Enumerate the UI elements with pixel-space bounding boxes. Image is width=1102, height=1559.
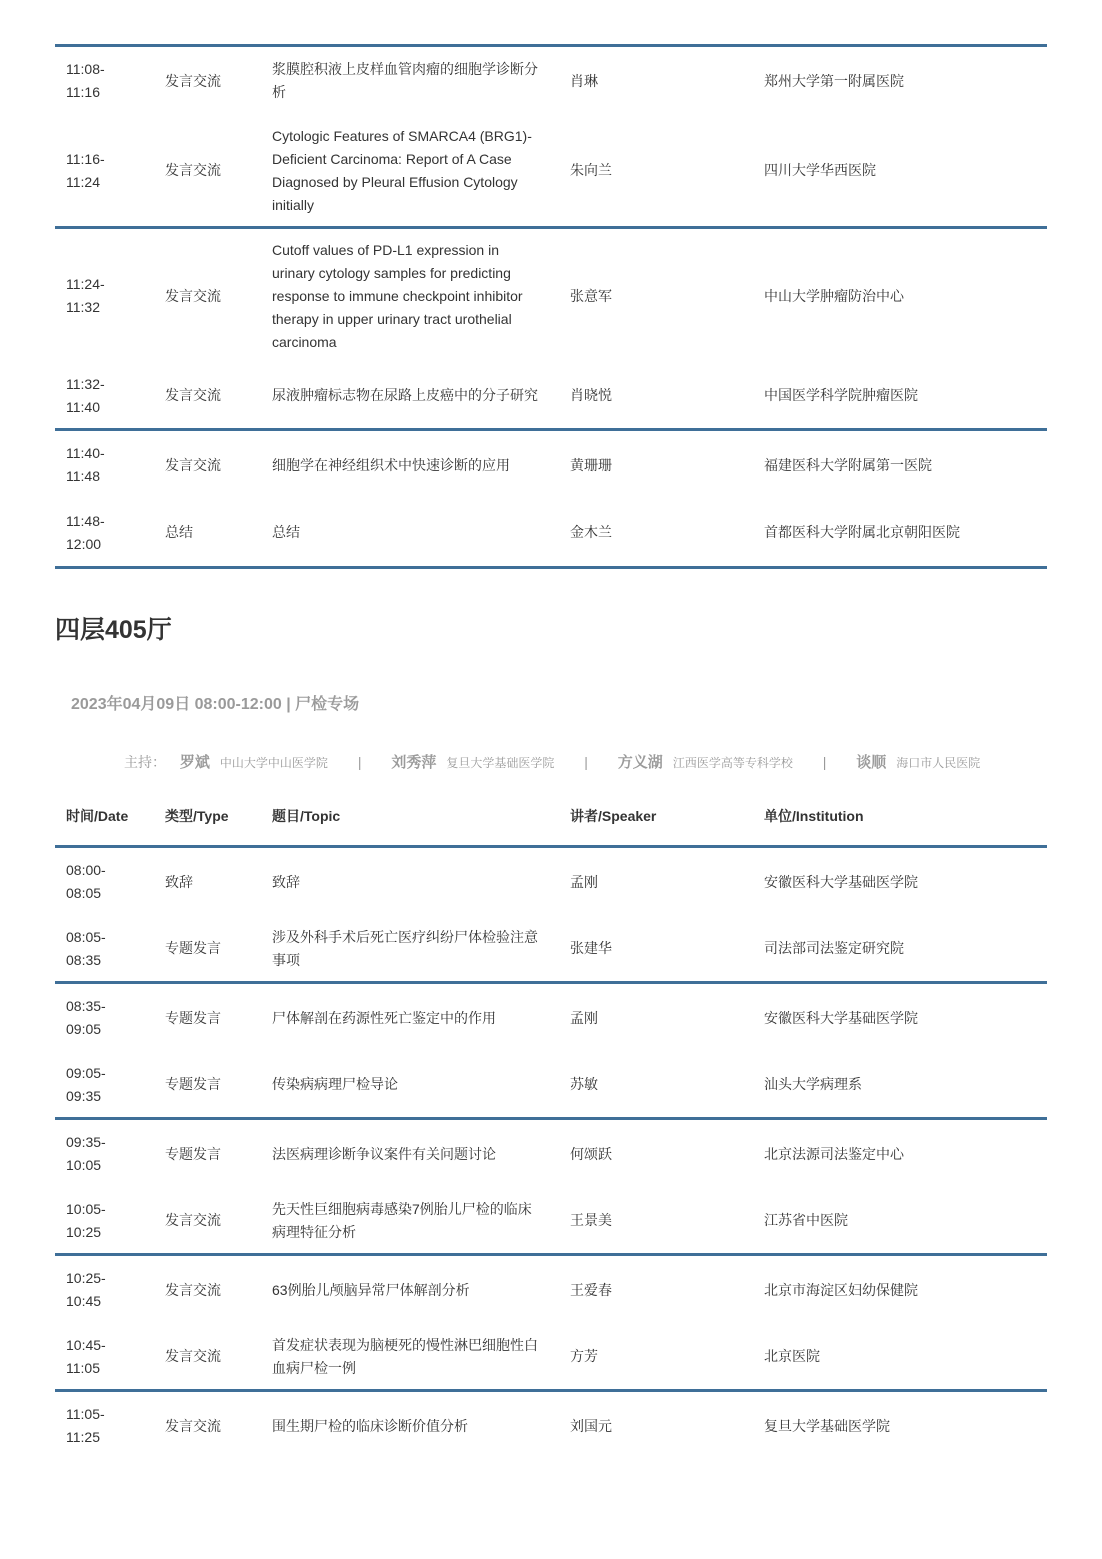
host-org: 中山大学中山医学院 (219, 756, 328, 770)
host-separator: | (357, 754, 362, 770)
speaker-cell: 孟刚 (559, 983, 753, 1053)
type-cell: 发言交流 (154, 46, 261, 116)
topic-cell: 致辞 (261, 847, 559, 917)
table-row (55, 1325, 1047, 1391)
table-row (55, 228, 1047, 364)
table-row (55, 1053, 1047, 1119)
table-row (55, 430, 1047, 500)
institution-cell: 福建医科大学附属第一医院 (753, 430, 1047, 500)
speaker-cell: 张意军 (559, 228, 753, 364)
topic-cell: 浆膜腔积液上皮样血管肉瘤的细胞学诊断分析 (261, 46, 559, 116)
table-row (55, 1255, 1047, 1325)
topic-cell: 法医病理诊断争议案件有关问题讨论 (261, 1119, 559, 1189)
topic-cell: 涉及外科手术后死亡医疗纠纷尸体检验注意事项 (272, 928, 538, 968)
header-topic: 题目/Topic (272, 807, 341, 824)
type-cell: 专题发言 (154, 983, 261, 1053)
type-cell: 发言交流 (154, 1255, 261, 1325)
time-cell: 11:24- 11:32 (55, 228, 154, 364)
institution-cell: 司法部司法鉴定研究院 (764, 940, 904, 957)
institution-cell: 北京市海淀区妇幼保健院 (753, 1255, 1047, 1325)
speaker-cell: 黄珊珊 (559, 430, 753, 500)
topic-cell: 63例胎儿颅脑异常尸体解剖分析 (261, 1255, 559, 1325)
time-cell: 11:32- 11:40 (66, 375, 105, 415)
time-cell: 11:05- 11:25 (55, 1391, 154, 1461)
table-row (55, 116, 1047, 228)
header-date: 时间/Date (66, 807, 129, 824)
institution-cell: 北京医院 (764, 1348, 820, 1365)
type-cell: 发言交流 (165, 1348, 221, 1365)
hosts-label: 主持： (124, 754, 166, 770)
institution-cell: 郑州大学第一附属医院 (753, 46, 1047, 116)
host-org: 复旦大学基础医学院 (446, 756, 555, 770)
hosts-line (124, 750, 980, 775)
schedule-table-continued (55, 44, 1047, 569)
host-org: 海口市人民医院 (896, 756, 981, 770)
topic-cell: 细胞学在神经组织术中快速诊断的应用 (261, 430, 559, 500)
topic-cell: 首发症状表现为脑梗死的慢性淋巴细胞性白血病尸检一例 (272, 1336, 538, 1376)
type-cell: 发言交流 (154, 430, 261, 500)
institution-cell: 中山大学肿瘤防治中心 (753, 228, 1047, 364)
table-row (55, 847, 1047, 917)
time-cell: 08:35- 09:05 (55, 983, 154, 1053)
host-separator: | (822, 754, 827, 770)
host-name: 刘秀萍 (391, 754, 437, 771)
host-name: 方义湖 (617, 754, 663, 771)
institution-cell: 北京法源司法鉴定中心 (753, 1119, 1047, 1189)
speaker-cell: 王爱春 (559, 1255, 753, 1325)
topic-cell: 尸体解剖在药源性死亡鉴定中的作用 (261, 983, 559, 1053)
institution-cell: 汕头大学病理系 (764, 1076, 862, 1093)
table-row (55, 364, 1047, 430)
type-cell: 发言交流 (165, 387, 221, 404)
time-cell: 10:05- 10:25 (66, 1200, 106, 1240)
topic-cell: 总结 (261, 500, 559, 568)
session-info: 2023年04月09日 08:00-12:00 | 尸检专场 (71, 696, 360, 713)
speaker-cell: 刘国元 (559, 1391, 753, 1461)
header-institution: 单位/Institution (764, 807, 864, 824)
topic-cell: 传染病病理尸检导论 (272, 1076, 398, 1093)
time-cell: 11:48- 12:00 (55, 500, 154, 568)
type-cell: 专题发言 (165, 940, 221, 957)
time-cell: 11:08- 11:16 (55, 46, 154, 116)
time-cell: 08:00- 08:05 (55, 847, 154, 917)
institution-cell: 江苏省中医院 (764, 1212, 848, 1229)
institution-cell: 中国医学科学院肿瘤医院 (764, 387, 918, 404)
table-row (55, 917, 1047, 983)
institution-cell: 安徽医科大学基础医学院 (753, 983, 1047, 1053)
topic-cell: Cytologic Features of SMARCA4 (BRG1)-Deficient Carcinoma: Report of A Case Diagnosed by Pleural Effusion Cytology initially (272, 127, 532, 213)
topic-cell: 围生期尸检的临床诊断价值分析 (261, 1391, 559, 1461)
speaker-cell: 金木兰 (559, 500, 753, 568)
host-org: 江西医学高等专科学校 (672, 756, 793, 770)
time-cell: 10:45- 11:05 (66, 1336, 106, 1376)
speaker-cell: 王景美 (570, 1212, 612, 1229)
institution-cell: 四川大学华西医院 (764, 162, 876, 179)
table-row (55, 1391, 1047, 1461)
institution-cell: 首都医科大学附属北京朝阳医院 (753, 500, 1047, 568)
time-cell: 10:25- 10:45 (55, 1255, 154, 1325)
time-cell: 08:05- 08:35 (66, 928, 106, 968)
time-cell: 11:16- 11:24 (66, 150, 105, 190)
table-header-row (55, 787, 1047, 847)
speaker-cell: 肖晓悦 (570, 387, 612, 404)
type-cell: 发言交流 (165, 162, 221, 179)
header-speaker: 讲者/Speaker (570, 807, 657, 824)
header-type: 类型/Type (165, 807, 229, 824)
type-cell: 发言交流 (154, 1391, 261, 1461)
host-separator: | (584, 754, 588, 770)
table-row (55, 1189, 1047, 1255)
hall-title: 四层405厅 (55, 616, 172, 644)
type-cell: 总结 (154, 500, 261, 568)
speaker-cell: 苏敏 (570, 1076, 598, 1093)
table-row (55, 46, 1047, 116)
speaker-cell: 肖琳 (559, 46, 753, 116)
speaker-cell: 朱向兰 (570, 162, 612, 179)
speaker-cell: 张建华 (570, 940, 612, 957)
topic-cell: 尿液肿瘤标志物在尿路上皮癌中的分子研究 (272, 387, 538, 404)
time-cell: 09:35- 10:05 (55, 1119, 154, 1189)
type-cell: 发言交流 (165, 1212, 221, 1229)
speaker-cell: 方芳 (570, 1348, 598, 1365)
host-name: 罗斌 (179, 754, 210, 771)
institution-cell: 复旦大学基础医学院 (753, 1391, 1047, 1461)
table-row (55, 1119, 1047, 1189)
schedule-table (55, 787, 1047, 1461)
time-cell: 09:05- 09:35 (66, 1064, 106, 1104)
table-row (55, 500, 1047, 568)
speaker-cell: 何颂跃 (559, 1119, 753, 1189)
speaker-cell: 孟刚 (559, 847, 753, 917)
type-cell: 专题发言 (165, 1076, 221, 1093)
host-name: 谈顺 (856, 754, 887, 771)
table-row (55, 983, 1047, 1053)
type-cell: 致辞 (154, 847, 261, 917)
institution-cell: 安徽医科大学基础医学院 (753, 847, 1047, 917)
time-cell: 11:40- 11:48 (55, 430, 154, 500)
topic-cell: Cutoff values of PD-L1 expression in urinary cytology samples for predicting response to immune checkpoint inhibitor therapy in upper urinary tract urothelial carcinoma (261, 228, 559, 364)
type-cell: 发言交流 (154, 228, 261, 364)
topic-cell: 先天性巨细胞病毒感染7例胎儿尸检的临床病理特征分析 (272, 1200, 532, 1240)
type-cell: 专题发言 (154, 1119, 261, 1189)
